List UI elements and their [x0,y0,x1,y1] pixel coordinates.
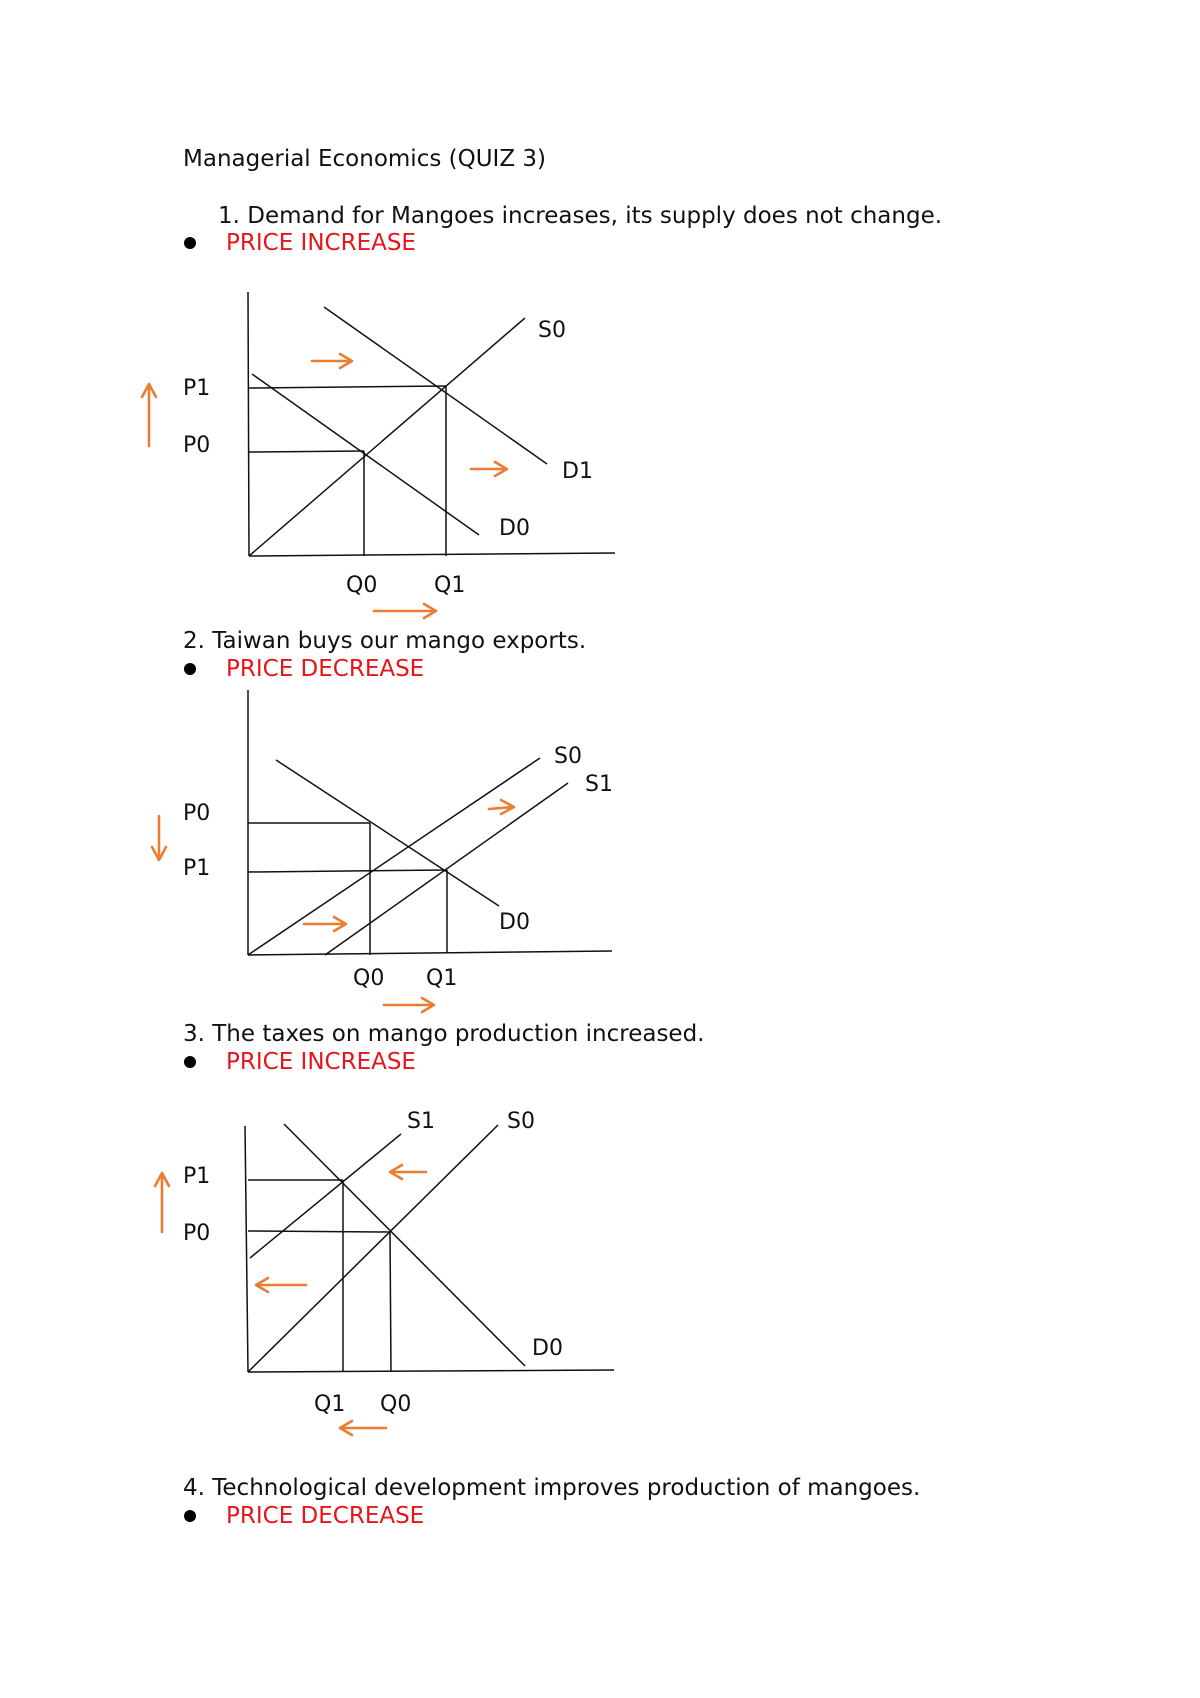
graph-1-label-d0: D0 [499,516,530,541]
graph-1-label-s0: S0 [538,318,566,343]
graph-1-label-p0: P0 [183,433,211,458]
graph-3-arrow-quantity-left [340,1421,386,1435]
question-1-answer: PRICE INCREASE [226,230,416,256]
question-4-text: 4. Technological development improves production of mangoes. [183,1475,921,1501]
graph-3-label-p1: P1 [183,1164,211,1189]
graph-1-label-q1: Q1 [434,573,466,598]
graph-1-label-q0: Q0 [346,573,378,598]
graph-3-arrow-supply-shift-left [256,1278,306,1292]
question-2-text: 2. Taiwan buys our mango exports. [183,628,587,654]
graph-1-label-d1: D1 [562,459,593,484]
graph-3-p0-guide [248,1231,390,1232]
graph-3-supply-s1 [250,1134,401,1258]
graph-3-label-p0: P0 [183,1221,211,1246]
graph-3-demand-d0 [284,1124,525,1366]
graph-2-label-s0: S0 [554,744,582,769]
page-title: Managerial Economics (QUIZ 3) [183,146,547,172]
graph-2-label-d0: D0 [499,910,530,935]
graph-3-label-q0: Q0 [380,1392,412,1417]
graph-3-label-q1: Q1 [314,1392,346,1417]
question-3-answer: PRICE INCREASE [226,1049,416,1075]
graph-3-x-axis [248,1370,614,1372]
graph-3-label-s1: S1 [407,1109,435,1134]
graph-3-label-s0: S0 [507,1109,535,1134]
graph-3-y-axis [245,1126,248,1372]
question-4-answer: PRICE DECREASE [226,1503,425,1529]
graph-2-label-q1: Q1 [426,966,458,991]
graph-3-label-d0: D0 [532,1336,563,1361]
graph-2-label-s1: S1 [585,772,613,797]
question-2-answer: PRICE DECREASE [226,656,425,682]
graph-2-label-p0: P0 [183,801,211,826]
graph-3-arrow-supply-shift-top [390,1165,426,1179]
graph-3-supply-s0 [248,1125,498,1372]
question-3-text: 3. The taxes on mango production increased. [183,1021,705,1047]
graph-2-label-q0: Q0 [353,966,385,991]
graph-2-label-p1: P1 [183,856,211,881]
bullet-4 [184,1510,196,1522]
graph-3-arrow-price-up [155,1173,169,1232]
graph-3-q0-guide [390,1232,391,1372]
question-1-text: 1. Demand for Mangoes increases, its supply does not change. [218,203,943,229]
graph-1-label-p1: P1 [183,376,211,401]
